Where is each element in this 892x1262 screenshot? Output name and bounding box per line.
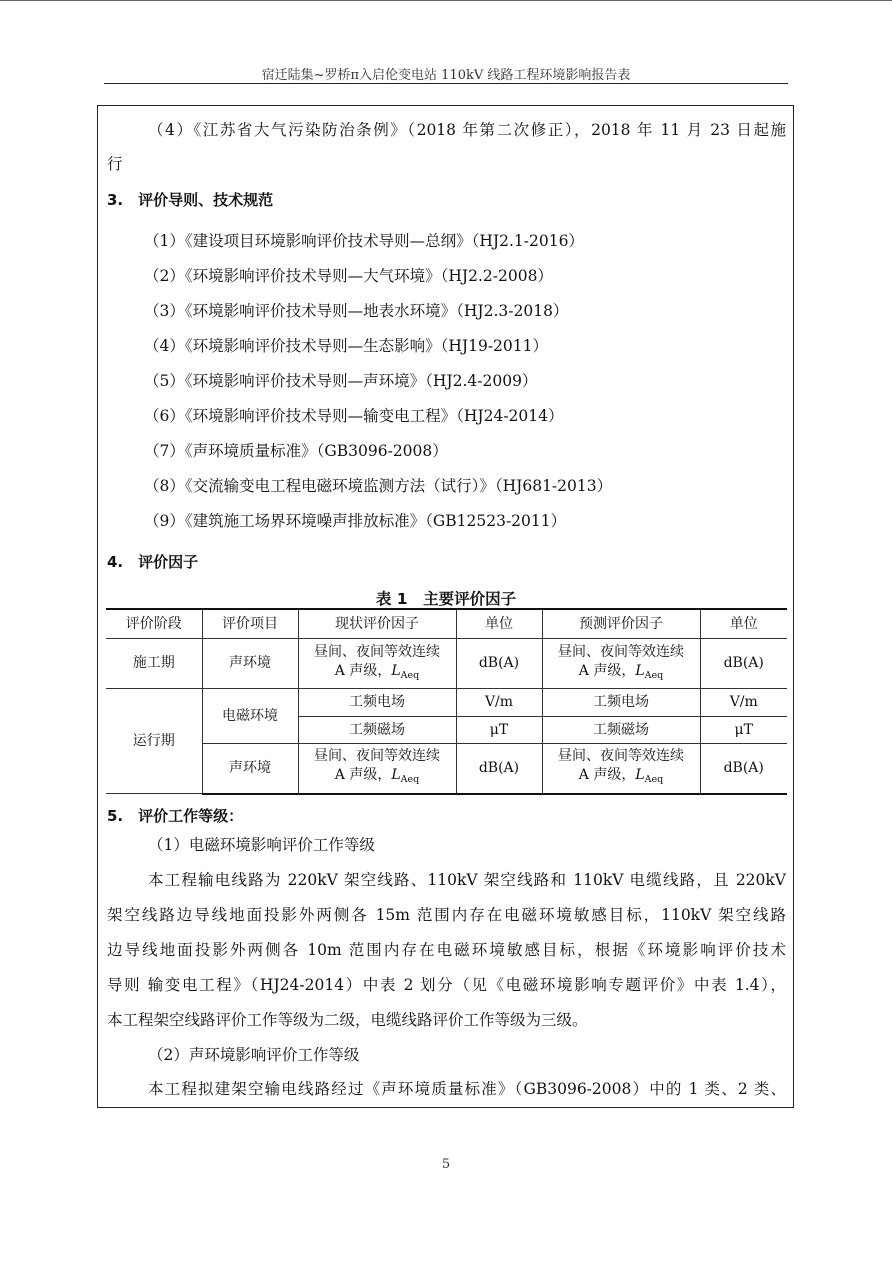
factor-a-weighting: A 声级， (334, 767, 392, 784)
current-factor-noise (298, 744, 456, 794)
predicted-factor-noise (542, 744, 700, 794)
standard-item-6: （6）《环境影响评价技术导则—输变电工程》（HJ24-2014） (144, 407, 564, 425)
factor-l-symbol: L (635, 662, 645, 679)
factor-line: 昼间、夜间等效连续 (314, 748, 440, 765)
factor-line (299, 766, 456, 789)
current-factor-m-field: 工频磁场 (298, 717, 456, 744)
factor-line: 昼间、夜间等效连续 (558, 643, 684, 660)
predicted-factor-e-field: 工频电场 (542, 689, 700, 717)
factor-line (543, 766, 700, 789)
col-header-unit-2: 单位 (700, 609, 787, 639)
standard-item-8: （8）《交流输变电工程电磁环境监测方法（试行）》（HJ681-2013） (144, 477, 613, 495)
factor-subscript: Aeq (400, 669, 420, 681)
item-electromagnetic: 电磁环境 (202, 689, 298, 744)
standard-item-1: （1）《建设项目环境影响评价技术导则—总纲》（HJ2.1-2016） (144, 232, 584, 250)
unit-db: dB(A) (700, 744, 787, 794)
section-3-heading: 3. 评价导则、技术规范 (107, 191, 274, 209)
unit-db: dB(A) (700, 639, 787, 689)
intro-line-2: 行 (107, 155, 123, 173)
current-factor-e-field: 工频电场 (298, 689, 456, 717)
standard-item-5: （5）《环境影响评价技术导则—声环境》（HJ2.4-2009） (144, 372, 538, 390)
standard-item-3: （3）《环境影响评价技术导则—地表水环境》（HJ2.3-2018） (144, 302, 569, 320)
table-caption: 表 1 主要评价因子 (375, 590, 517, 608)
page-number: 5 (441, 1157, 451, 1172)
unit-db: dB(A) (456, 639, 542, 689)
paragraph-line: 本工程拟建架空输电线路经过《声环境质量标准》（GB3096-2008）中的 1 类、2 类、 (148, 1080, 786, 1098)
paragraph-line: 本工程输电线路为 220kV 架空线路、110kV 架空线路和 110kV 电缆线路，且 220kV (148, 871, 786, 889)
standard-item-4: （4）《环境影响评价技术导则—生态影响》（HJ19-2011） (144, 337, 549, 355)
paragraph-line: 边导线地面投影外两侧各 10m 范围内存在电磁环境敏感目标，根据《环境影响评价技术 (107, 941, 786, 959)
standard-item-7: （7）《声环境质量标准》（GB3096-2008） (144, 442, 448, 460)
unit-db: dB(A) (456, 744, 542, 794)
standard-item-2: （2）《环境影响评价技术导则—大气环境》（HJ2.2-2008） (144, 267, 553, 285)
factor-l-symbol: L (391, 767, 401, 784)
stage-construction: 施工期 (106, 639, 202, 689)
col-header-stage: 评价阶段 (106, 609, 202, 639)
standard-item-9: （9）《建筑施工场界环境噪声排放标准》（GB12523-2011） (144, 512, 567, 530)
paragraph-line: 导则 输变电工程》（HJ24-2014）中表 2 划分（见《电磁环境影响专题评价》中表 1.4）， (107, 976, 786, 994)
col-header-item: 评价项目 (202, 609, 298, 639)
table-row (106, 689, 787, 717)
unit-microtesla: μT (700, 717, 787, 744)
table-row (106, 744, 787, 794)
factor-l-symbol: L (635, 767, 645, 784)
stage-operation: 运行期 (106, 689, 202, 794)
predicted-factor-noise (542, 639, 700, 689)
section-5-heading: 5. 评价工作等级： (107, 807, 244, 825)
factor-line: 昼间、夜间等效连续 (558, 748, 684, 765)
top-border (0, 0, 892, 1)
current-factor-noise (298, 639, 456, 689)
factor-a-weighting: A 声级， (578, 662, 636, 679)
col-header-current-factor: 现状评价因子 (298, 609, 456, 639)
section-4-heading: 4. 评价因子 (107, 553, 199, 571)
subsection-em-level: （1）电磁环境影响评价工作等级 (148, 836, 375, 854)
factor-l-symbol: L (391, 662, 401, 679)
running-header: 宿迁陆集~罗桥π入启伦变电站 110kV 线路工程环境影响报告表 (261, 68, 631, 83)
table-row (106, 639, 787, 689)
col-header-predicted-factor: 预测评价因子 (542, 609, 700, 639)
factor-a-weighting: A 声级， (578, 767, 636, 784)
table-header-row (106, 609, 787, 639)
factor-subscript: Aeq (644, 774, 664, 786)
header-rule (104, 83, 788, 84)
factor-line (299, 662, 456, 685)
factor-line (543, 662, 700, 685)
evaluation-factors-table (106, 608, 787, 795)
unit-microtesla: μT (456, 717, 542, 744)
factor-line: 昼间、夜间等效连续 (314, 643, 440, 660)
predicted-factor-m-field: 工频磁场 (542, 717, 700, 744)
factor-a-weighting: A 声级， (334, 662, 392, 679)
factor-subscript: Aeq (644, 669, 664, 681)
paragraph-line: 架空线路边导线地面投影外两侧各 15m 范围内存在电磁环境敏感目标，110kV 架空线路 (107, 906, 786, 924)
item-noise: 声环境 (202, 639, 298, 689)
subsection-noise-level: （2）声环境影响评价工作等级 (148, 1046, 360, 1064)
factor-subscript: Aeq (400, 774, 420, 786)
intro-line-1: （4）《江苏省大气污染防治条例》（2018 年第二次修正），2018 年 11 月 23 日起施 (148, 121, 786, 139)
item-noise: 声环境 (202, 744, 298, 794)
unit-v-per-m: V/m (456, 689, 542, 717)
col-header-unit: 单位 (456, 609, 542, 639)
unit-v-per-m: V/m (700, 689, 787, 717)
paragraph-line: 本工程架空线路评价工作等级为二级，电缆线路评价工作等级为三级。 (107, 1011, 588, 1029)
